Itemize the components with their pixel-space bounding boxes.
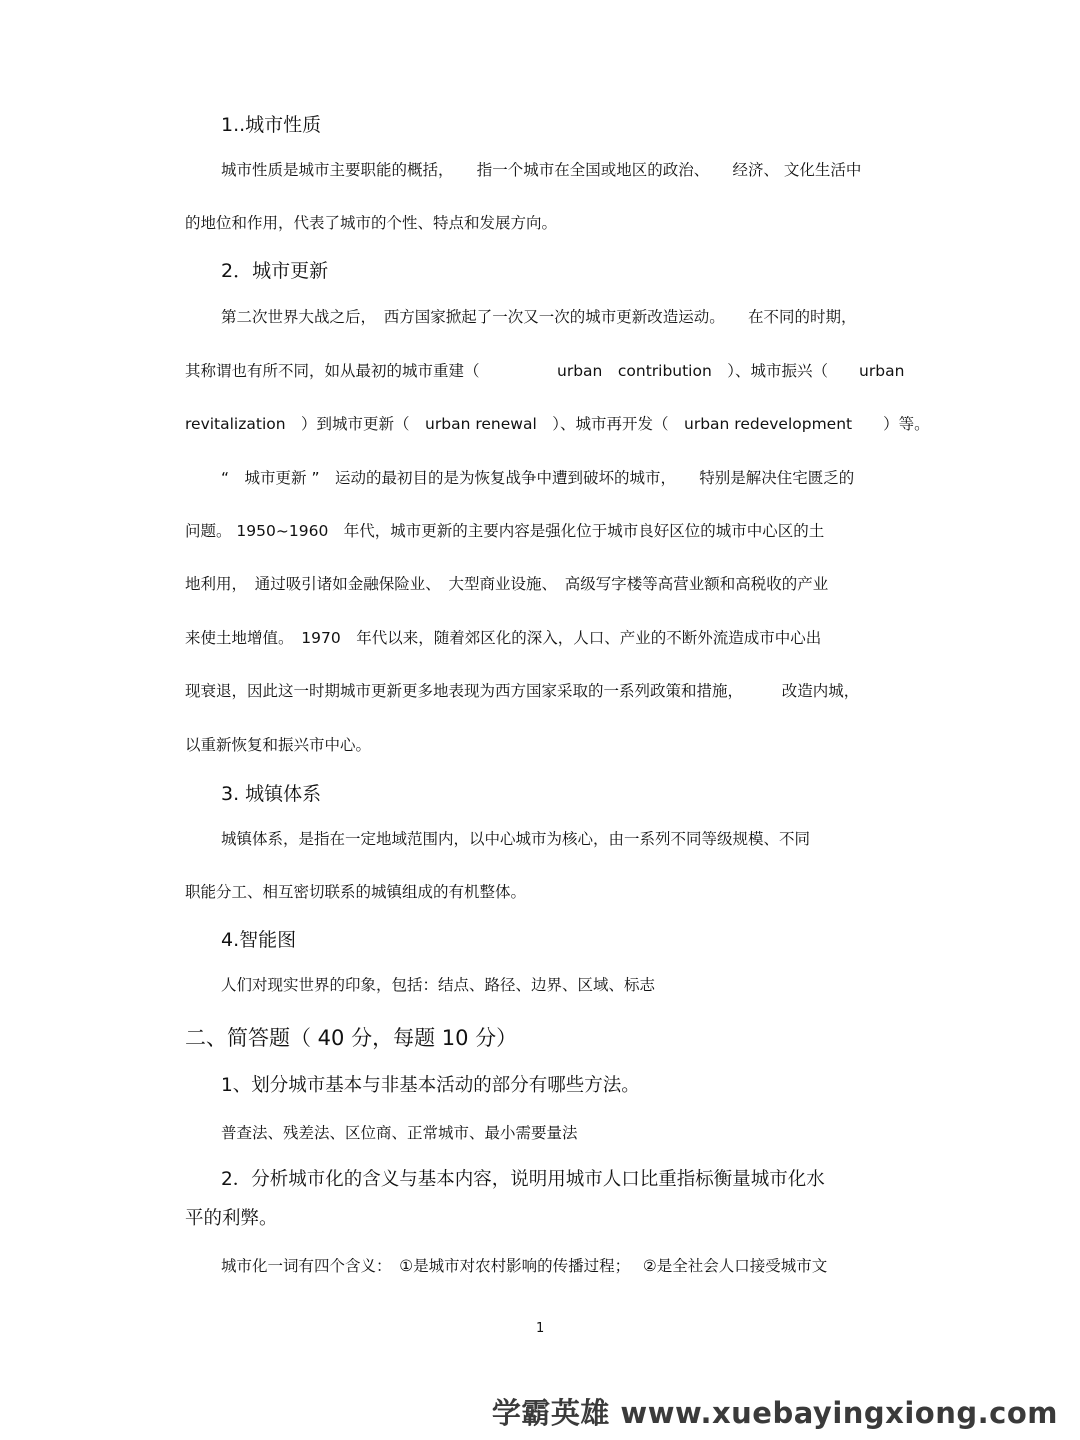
section-heading-2: 2．城市更新 [221, 260, 329, 282]
paragraph-line: 问题。 1950~1960 年代，城市更新的主要内容是强化位于城市良好区位的城市中心区的土 [185, 522, 825, 540]
paragraph-line: revitalization ）到城市更新（ urban renewal ）、城市再开发（ urban redevelopment ）等。 [185, 415, 930, 433]
page-number: 1 [536, 1321, 545, 1336]
answer-line: 城市化一词有四个含义： ①是城市对农村影响的传播过程； ②是全社会人口接受城市文 [221, 1257, 828, 1275]
paragraph-line: 的地位和作用，代表了城市的个性、特点和发展方向。 [185, 214, 558, 232]
watermark: 学霸英雄 www.xuebayingxiong.com [491, 1396, 1058, 1430]
section-heading-4: 4.智能图 [221, 929, 297, 951]
paragraph-line: 以重新恢复和振兴市中心。 [185, 736, 372, 754]
question-1: 1、划分城市基本与非基本活动的部分有哪些方法。 [221, 1075, 640, 1096]
question-2-line-1: 2．分析城市化的含义与基本内容，说明用城市人口比重指标衡量城市化水 [221, 1169, 825, 1190]
paragraph-line: 现衰退，因此这一时期城市更新更多地表现为西方国家采取的一系列政策和措施， 改造内城， [185, 682, 860, 700]
paragraph-line: 人们对现实世界的印象，包括：结点、路径、边界、区域、标志 [221, 976, 656, 994]
answer-line: 普查法、残差法、区位商、正常城市、最小需要量法 [221, 1124, 578, 1142]
question-2-line-2: 平的利弊。 [185, 1208, 278, 1229]
paragraph-line: 第二次世界大战之后， 西方国家掀起了一次又一次的城市更新改造运动。 在不同的时期， [221, 308, 857, 326]
paragraph-line: 其称谓也有所不同，如从最初的城市重建（ urban contribution ）、城市振兴（ urban [185, 362, 905, 380]
paragraph-line: 城市性质是城市主要职能的概括， 指一个城市在全国或地区的政治、 经济、 文化生活中 [221, 161, 862, 179]
paragraph-line: “ 城市更新 ” 运动的最初目的是为恢复战争中遭到破坏的城市， 特别是解决住宅匮乏的 [221, 469, 855, 487]
section-heading-3: 3. 城镇体系 [221, 783, 322, 805]
paragraph-line: 地利用， 通过吸引诸如金融保险业、 大型商业设施、 高级写字楼等高营业额和高税收的产业 [185, 575, 829, 593]
paragraph-line: 职能分工、相互密切联系的城镇组成的有机整体。 [185, 883, 527, 901]
chapter-heading: 二、简答题（ 40 分，每题 10 分） [185, 1026, 518, 1050]
section-heading-1: 1..城市性质 [221, 114, 322, 136]
paragraph-line: 来使土地增值。 1970 年代以来，随着郊区化的深入，人口、产业的不断外流造成市中心出 [185, 629, 822, 647]
paragraph-line: 城镇体系，是指在一定地域范围内，以中心城市为核心，由一系列不同等级规模、不同 [221, 830, 811, 848]
